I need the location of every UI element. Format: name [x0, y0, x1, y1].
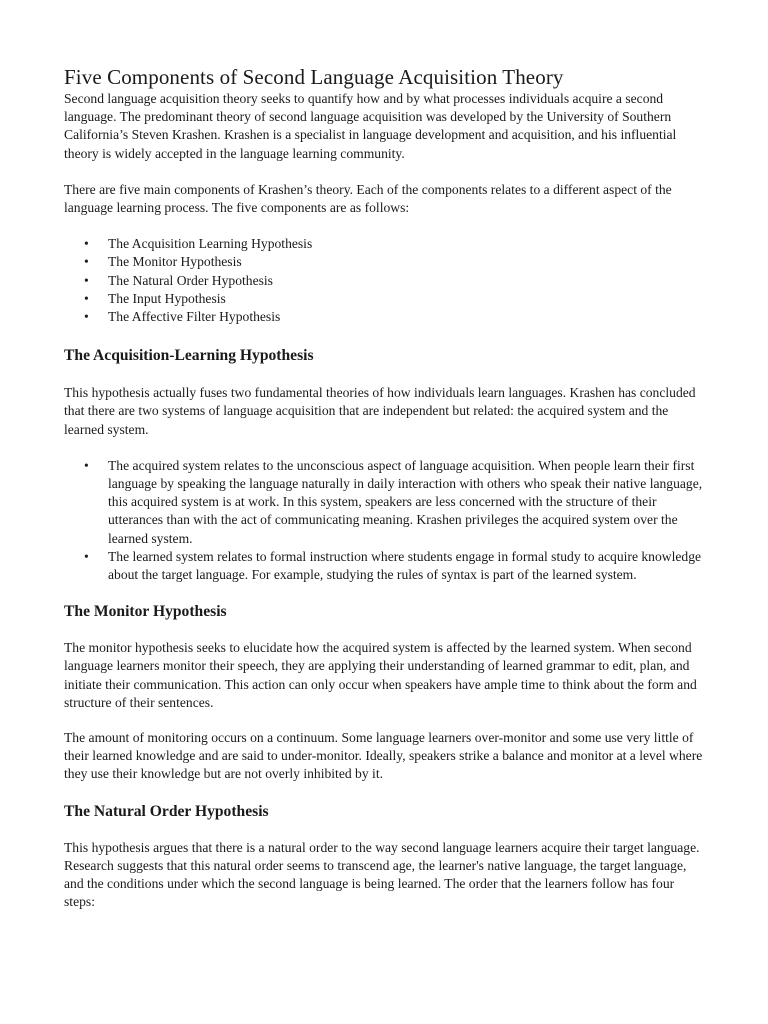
- section-paragraph: The monitor hypothesis seeks to elucidate how the acquired system is affected by the learned system. When second language learners monitor their speech, they are applying their understanding of learned grammar to edit, plan, and initiate their communication. This action can only occur when speakers have ample time to think about the form and structure of their sentences.: [64, 640, 697, 710]
- list-item: • The learned system relates to formal instruction where students engage in formal study to acquire knowledge about the target language. For example, studying the rules of syntax is part of the learned system.: [64, 548, 704, 584]
- list-item: • The Input Hypothesis: [64, 290, 704, 308]
- section-paragraph: This hypothesis argues that there is a natural order to the way second language learners acquire their target language. Research suggests that this natural order seems to transcend age, the learner's native language, the target language, and the conditions under which the second language is being learned. The order that the learners follow has four steps:: [64, 839, 700, 910]
- list-item: • The Monitor Hypothesis: [64, 253, 704, 271]
- intro-paragraph: Second language acquisition theory seeks to quantify how and by what processes individuals acquire a second language. The predominant theory of second language acquisition was developed by the University of Southern California’s Steven Krashen. Krashen is a specialist in language development and acquisition, and his influential theory is widely accepted in the language learning community.: [64, 91, 677, 161]
- list-item: • The Affective Filter Hypothesis: [64, 308, 704, 326]
- document-title: Five Components of Second Language Acquisition Theory: [64, 65, 564, 89]
- components-list: [64, 235, 704, 326]
- section-heading: The Monitor Hypothesis: [64, 603, 227, 621]
- section-paragraph: The amount of monitoring occurs on a continuum. Some language learners over-monitor and some use very little of their learned knowledge and are said to under-monitor. Ideally, speakers strike a balance and monitor at a level where they use their knowledge but are not overly inhibited by it.: [64, 730, 703, 782]
- section-heading: The Acquisition-Learning Hypothesis: [64, 347, 314, 365]
- list-item: • The acquired system relates to the unconscious aspect of language acquisition. When people learn their first language by speaking the language naturally in daily interaction with others who speak their native language, this acquired system is at work. In this system, speakers are less concerned with the structure of their utterances than with the act of communicating meaning. Krashen privileges the acquired system over the learned system.: [64, 457, 704, 548]
- systems-list: [64, 457, 704, 584]
- intro-paragraph: There are five main components of Krashen’s theory. Each of the components relates to a different aspect of the language learning process. The five components are as follows:: [64, 181, 672, 216]
- section-paragraph: This hypothesis actually fuses two fundamental theories of how individuals learn languages. Krashen has concluded that there are two systems of language acquisition that are independent but related: the acquired system and the learned system.: [64, 385, 696, 437]
- section-heading: The Natural Order Hypothesis: [64, 802, 269, 820]
- list-item: • The Natural Order Hypothesis: [64, 272, 704, 290]
- list-item: • The Acquisition Learning Hypothesis: [64, 235, 704, 253]
